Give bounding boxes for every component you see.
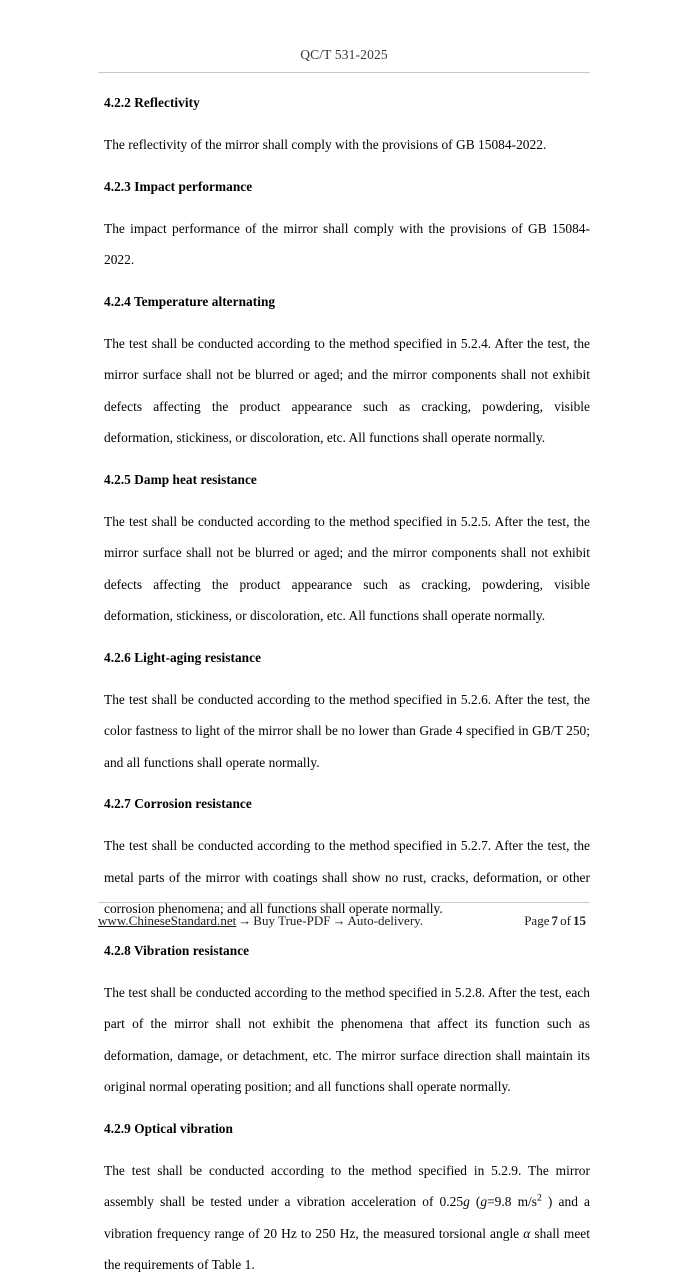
footer-promo-text: [98, 913, 423, 929]
section-body-4-2-8: The test shall be conducted according to the method specified in 5.2.8. After the test, each part of the mirror shall not exhibit the phenomena that affect its function such as deformation, damage, or detachment, etc. The mirror surface direction shall maintain its original normal operating position; and all functions shall operate normally.: [104, 984, 590, 1094]
body-text-segment: shall meet the requirements of Table 1.: [104, 1225, 590, 1272]
body-text-segment: ) and a vibration frequency range of 20 Hz to 250 Hz, the measured torsional angle: [104, 1194, 590, 1241]
section-body-4-2-3: The impact performance of the mirror shall comply with the provisions of GB 15084-2022.: [104, 220, 590, 267]
spacer: [104, 666, 590, 684]
variable-g: g: [463, 1194, 470, 1209]
section-heading-4-2-5: 4.2.5 Damp heat resistance: [104, 471, 257, 487]
body-text-segment: =9.8 m/s: [487, 1194, 537, 1209]
spacer: [104, 111, 590, 129]
footer-end-text: Auto-delivery.: [347, 913, 424, 928]
page-footer: [98, 902, 590, 929]
spacer: [104, 1103, 590, 1120]
page-header: [98, 46, 590, 73]
spacer: [104, 488, 590, 506]
page-indicator: [524, 913, 590, 929]
arrow-right-icon: →: [238, 913, 252, 928]
section-body-4-2-7: The test shall be conducted according to the method specified in 5.2.7. After the test, the metal parts of the mirror with coatings shall show no rust, cracks, deformation, or other corrosion phenomena; and all functions shall operate normally.: [104, 838, 590, 916]
total-page-number: 15: [572, 913, 586, 928]
footer-mid-text: Buy True-PDF: [253, 913, 331, 928]
spacer: [104, 276, 590, 293]
body-text-segment: The test shall be conducted according to the method specified in 5.2.9. The mirror assembly shall be tested under a vibration acceleration of 0.25: [104, 1162, 590, 1209]
section-heading-4-2-9: 4.2.9 Optical vibration: [104, 1120, 233, 1136]
section-heading-4-2-2: 4.2.2 Reflectivity: [104, 95, 200, 110]
current-page-number: 7: [551, 913, 559, 928]
spacer: [104, 632, 590, 649]
spacer: [104, 959, 590, 977]
body-text-segment: (: [469, 1194, 481, 1209]
spacer: [104, 195, 590, 213]
footer-row: [98, 913, 590, 929]
variable-alpha: α: [523, 1225, 531, 1241]
spacer: [104, 161, 590, 178]
spacer: [104, 812, 590, 830]
header-divider: [98, 72, 590, 73]
section-heading-4-2-8: 4.2.8 Vibration resistance: [104, 942, 250, 958]
section-heading-4-2-6: 4.2.6 Light-aging resistance: [104, 649, 262, 665]
spacer: [104, 778, 590, 795]
website-link[interactable]: www.ChineseStandard.net: [98, 913, 237, 928]
section-body-4-2-2: The reflectivity of the mirror shall comply with the provisions of GB 15084-2022.: [104, 137, 547, 152]
document-content: [104, 94, 590, 1281]
variable-g: g: [480, 1194, 488, 1209]
section-heading-4-2-7: 4.2.7 Corrosion resistance: [104, 796, 252, 811]
section-body-4-2-9: [104, 1155, 590, 1281]
page-label: Page: [524, 913, 550, 928]
spacer: [104, 454, 590, 471]
of-label: of: [560, 913, 571, 928]
arrow-right-icon: →: [332, 913, 346, 928]
footer-divider: [98, 902, 590, 903]
section-heading-4-2-3: 4.2.3 Impact performance: [104, 178, 253, 194]
section-heading-4-2-4: 4.2.4 Temperature alternating: [104, 293, 276, 309]
spacer: [104, 310, 590, 328]
section-body-4-2-6: The test shall be conducted according to the method specified in 5.2.6. After the test, the color fastness to light of the mirror shall be no lower than Grade 4 specified in GB/T 250; and all functions shall operate normally.: [104, 691, 590, 770]
section-body-4-2-4: The test shall be conducted according to the method specified in 5.2.4. After the test, the mirror surface shall not be blurred or aged; and the mirror components shall not exhibit defects affecting the product appearance such as cracking, powdering, visible deformation, stickiness, or discoloration, etc. All functions shall operate normally.: [104, 335, 590, 445]
section-body-4-2-5: The test shall be conducted according to the method specified in 5.2.5. After the test, the mirror surface shall not be blurred or aged; and the mirror components shall not exhibit defects affecting the product appearance such as cracking, powdering, visible deformation, stickiness, or discoloration, etc. All functions shall operate normally.: [104, 513, 590, 623]
superscript-exponent: 2: [536, 1192, 542, 1204]
header-standard-code: QC/T 531-2025: [300, 47, 388, 62]
spacer: [104, 1137, 590, 1155]
